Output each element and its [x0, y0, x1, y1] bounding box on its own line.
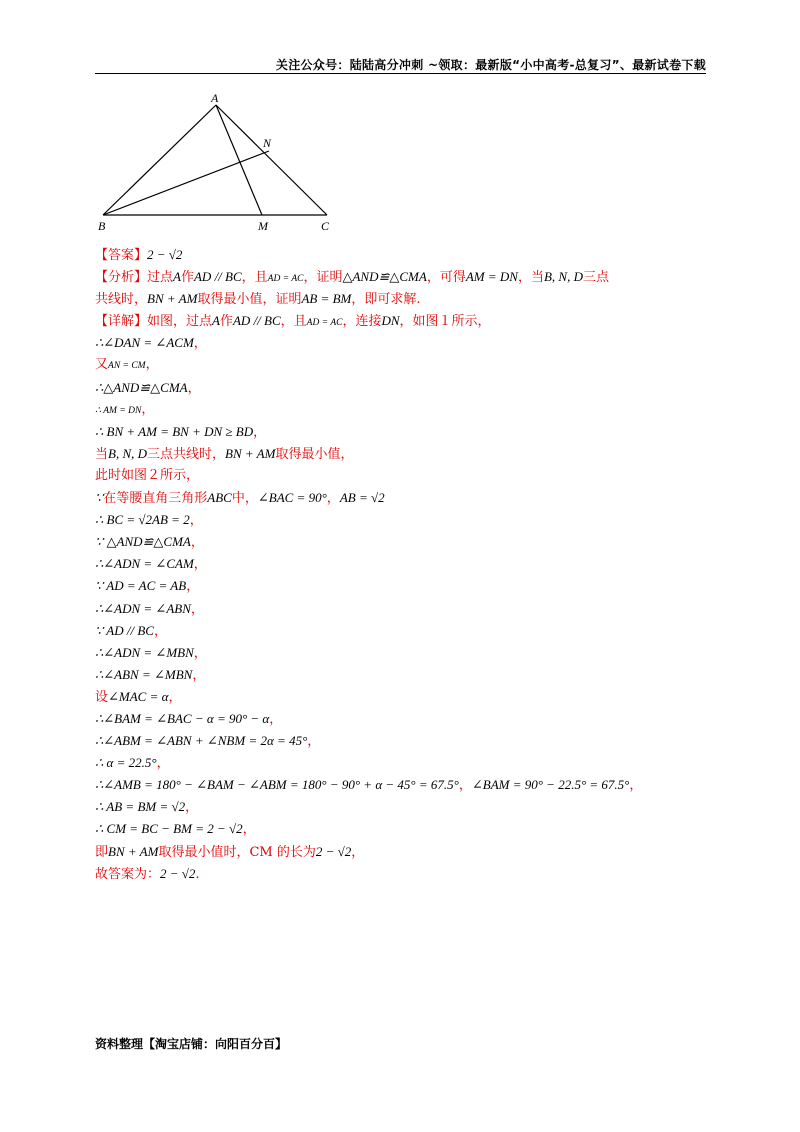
step-line: ∴ BC = √2AB = 2，: [95, 512, 203, 529]
analysis-line-2: 共线时，BN + AM取得最小值，证明AB = BM，即可求解.: [95, 291, 421, 308]
step-line: ∴∠BAM = ∠BAC − α = 90° − α，: [95, 710, 283, 727]
segment-ab: [103, 105, 216, 215]
step-line: ∴ α = 22.5°，: [95, 755, 170, 772]
header-divider: [95, 73, 706, 74]
solution-body: [95, 244, 715, 885]
step-line: ∴∠ABM = ∠ABN + ∠NBM = 2α = 45°，: [95, 733, 321, 750]
step-line: ∴∠ADN = ∠ABN，: [95, 600, 204, 617]
step-line: 又AN = CM，: [95, 357, 159, 373]
step-line: 设∠MAC = α，: [95, 688, 182, 705]
step-line: ∴ CM = BC − BM = 2 − √2，: [95, 821, 256, 838]
step-line: ∵ AD // BC，: [95, 622, 167, 639]
label-n: N: [263, 136, 272, 150]
step-line: ∵在等腰直角三角形ABC中，∠BAC = 90°，AB = √2: [95, 490, 385, 507]
final-answer-line: 故答案为：2 − √2.: [95, 865, 200, 882]
step-line: ∴∠ADN = ∠CAM，: [95, 556, 207, 573]
triangle-figure: [95, 90, 340, 235]
step-line: ∴ AB = BM = √2，: [95, 799, 199, 816]
step-line: 此时如图２所示，: [95, 467, 200, 483]
step-line: ∴∠ADN = ∠MBN，: [95, 644, 207, 661]
segment-ac: [216, 105, 327, 215]
step-line: ∵ △AND≌△CMA，: [95, 534, 204, 551]
page-header: 关注公众号：陆陆高分冲刺 ~领取：最新版“小中高考-总复习”、最新试卷下载: [275, 58, 706, 72]
segment-am: [216, 105, 262, 215]
label-a: A: [211, 91, 219, 105]
answer-line: 【答案】2 − √2: [95, 247, 183, 263]
step-line: ∴∠ABN = ∠MBN，: [95, 666, 206, 683]
label-c: C: [321, 219, 330, 233]
step-line: 即BN + AM取得最小值时，CM 的长为2 − √2，: [95, 843, 365, 860]
step-line: ∴ AM = DN，: [95, 401, 155, 417]
analysis-line-1: 【分析】过点A作AD // BC，且AD = AC，证明△AND≌△CMA，可得AM = DN，当B, N, D三点: [95, 269, 609, 286]
segment-bn: [103, 151, 269, 215]
step-line: ∴ BN + AM = BN + DN ≥ BD，: [95, 423, 267, 440]
page-footer: 资料整理【淘宝店铺：向阳百分百】: [95, 1037, 288, 1051]
label-m: M: [258, 219, 268, 233]
label-b: B: [98, 219, 106, 233]
step-line: ∴∠AMB = 180° − ∠BAM − ∠ABM = 180° − 90° + α − 45° = 67.5°，∠BAM = 90° − 22.5° = 67.5°，: [95, 777, 643, 794]
step-line: 当B, N, D三点共线时，BN + AM取得最小值，: [95, 445, 354, 462]
detail-line-1: 【详解】如图，过点A作AD // BC，且AD = AC，连接DN，如图１所示，: [95, 313, 491, 330]
step-line: ∴△AND≌△CMA，: [95, 379, 201, 396]
triangle-diagram: [95, 90, 340, 235]
step-line: ∴∠DAN = ∠ACM，: [95, 335, 207, 352]
step-line: ∵ AD = AC = AB，: [95, 578, 200, 595]
